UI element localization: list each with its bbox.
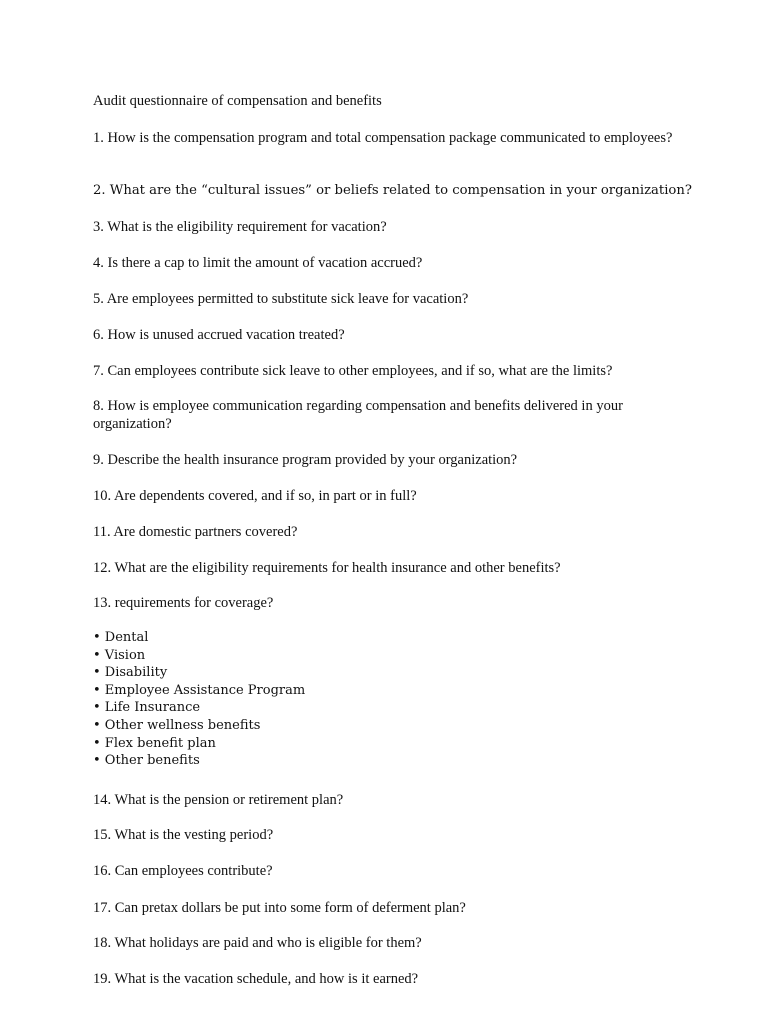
question-6: 6. How is unused accrued vacation treated? — [93, 327, 345, 343]
question-5: 5. Are employees permitted to substitute sick leave for vacation? — [93, 291, 469, 307]
coverage-list — [93, 629, 305, 770]
list-item: • Dental — [93, 630, 149, 645]
question-19: 19. What is the vacation schedule, and how is it earned? — [93, 971, 419, 987]
question-14: 14. What is the pension or retirement plan? — [93, 792, 344, 808]
question-15: 15. What is the vesting period? — [93, 827, 274, 843]
list-item: • Other wellness benefits — [93, 717, 261, 733]
list-item: • Disability — [93, 665, 168, 681]
list-item: • Vision — [93, 647, 146, 663]
list-item: • Flex benefit plan — [93, 735, 216, 751]
question-1: 1. How is the compensation program and total compensation package communicated to employees? — [93, 130, 673, 146]
list-item: • Employee Assistance Program — [93, 682, 306, 698]
question-2: 2. What are the “cultural issues” or beliefs related to compensation in your organization? — [93, 183, 692, 198]
question-18: 18. What holidays are paid and who is eligible for them? — [93, 935, 422, 951]
list-item: • Other benefits — [93, 753, 200, 769]
question-13: 13. requirements for coverage? — [93, 595, 274, 611]
question-12: 12. What are the eligibility requirements for health insurance and other benefits? — [93, 560, 561, 576]
question-3: 3. What is the eligibility requirement for vacation? — [93, 219, 387, 235]
question-4: 4. Is there a cap to limit the amount of vacation accrued? — [93, 255, 423, 271]
question-11: 11. Are domestic partners covered? — [93, 524, 298, 540]
question-7: 7. Can employees contribute sick leave to other employees, and if so, what are the limits? — [93, 363, 613, 379]
question-17: 17. Can pretax dollars be put into some form of deferment plan? — [93, 900, 466, 916]
list-item: • Life Insurance — [93, 700, 201, 716]
question-9: 9. Describe the health insurance program provided by your organization? — [93, 452, 518, 468]
question-16: 16. Can employees contribute? — [93, 863, 273, 879]
question-8: 8. How is employee communication regarding compensation and benefits delivered in your organization? — [93, 398, 623, 432]
question-10: 10. Are dependents covered, and if so, in part or in full? — [93, 488, 417, 504]
document-title: Audit questionnaire of compensation and benefits — [93, 93, 382, 109]
